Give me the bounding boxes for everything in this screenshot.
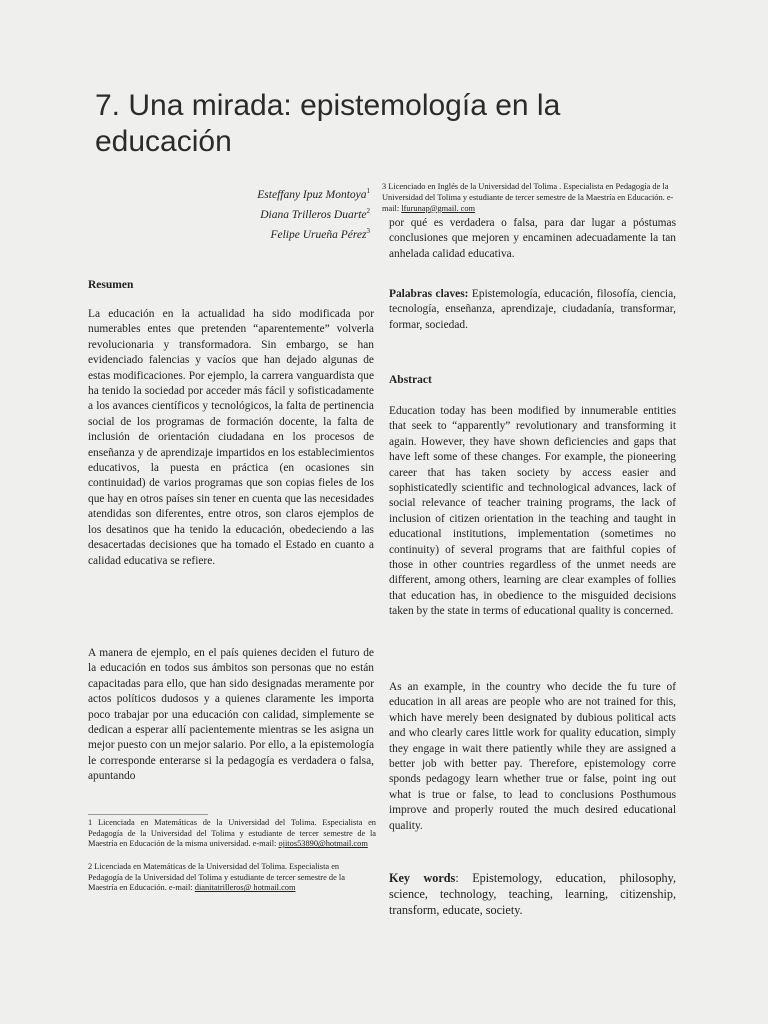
footnote-1: 1 Licenciada en Matemáticas de la Universidad del Tolima. Especialista en Pedagogía de la Universidad del Tolima y estudiante de tercer semestre de la Maestría en Educación de la misma universidad. e-mail: ojitos53890@hotmail.com [88,818,376,849]
footnote-2: 2 Licenciada en Matemáticas de la Universidad del Tolima. Especialista en Pedagogía de la Universidad del Tolima y estudiante de tercer semestre de la Maestría en Educación. e-mail: dianitatrilleros@ hotmail.com [88,862,345,893]
author-1: Esteffany Ipuz Montoya$^1$ [257,187,370,201]
page-title: 7. Una mirada: epistemología en la educación [95,89,561,158]
resumen-continuation: por qué es verdadera o falsa, para dar lugar a póstumas conclusiones que mejoren y encaminen adecuadamente la tan anhelada calidad educativa. [389,217,676,260]
palabras-claves-label: Palabras claves: [389,288,469,300]
palabras-claves [389,287,676,333]
author-3: Felipe Urueña Pérez$^3$ [270,226,370,241]
palabras-claves-text: Epistemología, educación, filosofía, ciencia, tecnología, enseñanza, aprendizaje, ciudadanía, transformar, formar, sociedad. [389,288,676,331]
resumen-heading: Resumen [88,279,134,291]
author-2: Diana Trilleros Duarte$^2$ [260,206,370,221]
abstract-heading: Abstract [389,374,432,386]
footnote-1-email-link[interactable]: ojitos53890@hotmail.com [278,839,368,849]
resumen-paragraph-1: La educación en la actualidad ha sido modificada por numerables entes que pretenden “aparentemente” volverla revolucionaria y transformadora. Sin embargo, se han evidenciado falencias y vacíos que han dejado algunas de estas modificaciones. Por ejemplo, la carrera vanguardista que ha tenido la sociedad por acceder más fácil y sofisticadamente a los avances científicos y tecnológicos, la falta de pertinencia social de los programas de formación docente, la falta de inclusión de orientación ciudadana en los procesos de enseñanza y de aprendizaje impartidos en los establecimientos educativos, la puesta en práctica (en ocasiones sin continuidad) de varios programas que son copias fieles de los que hay en otros países sin tener en cuenta que las necesidades atendidas son diferentes, entre otros, son claros ejemplos de los desatinos que ha tenido la educación, obedeciendo a las desacertadas decisiones que ha tomado el Estado en cuanto a calidad educativa se refiere. [88,308,374,567]
key-words-text: : Epistemology, education, philosophy, science, technology, teaching, learning, citizenship, transform, educate, society. [389,871,676,917]
key-words [389,870,676,918]
footnote-divider [88,814,208,815]
abstract-paragraph-2: As an example, in the country who decide the fu ture of education in all areas are people who are not trained for this, which have merely been designated by dubious political acts and who clearly cares little work for quality education, simply they engage in wait there patiently while they are assigned a better job with better pay. Therefore, epistemology corre sponds pedagogy learn whether true or false, point ing out what is true or false, to lead to conclusions Posthumous improve and properly routed the much desired educational quality. [389,681,676,832]
author-list [190,183,370,242]
key-words-label: Key words [389,871,456,885]
footnote-2-email-link[interactable]: dianitatrilleros@ hotmail.com [194,883,296,893]
footnote-3: 3 Licenciado en Inglés de la Universidad del Tolima . Especialista en Pedagogía de la Universidad del Tolima y estudiante de tercer semestre de la Maestría en Educación. e-mail: lfurunap@gmail. com [382,182,674,213]
abstract-paragraph-1: Education today has been modified by innumerable entities that seek to “apparently” revolutionary and transforming it again. However, they have shown deficiencies and gaps that have left some of these changes. For example, the pioneering career that has taken society by access easier and sophisticatedly scientific and technological advances, lack of social relevance of teacher training programs, the lack of inclusion of citizen orientation in the teaching and taught in educational institutions, implementation (sometimes no continuity) of several programs that are faithful copies of those in other countries regardless of the unmet needs are different, among others, learning are clear examples of follies that education has, in obedience to the misguided decisions taken by the state in terms of educational quality is concerned. [389,405,676,618]
footnote-3-email-link[interactable]: lfurunap@gmail. com [401,203,476,213]
resumen-paragraph-2: A manera de ejemplo, en el país quienes deciden el futuro de la educación en todos sus ámbitos son personas que no están capacitadas para ello, que han sido designadas meramente por actos políticos dudosos y a quienes claramente les importa poco trabajar por una educación con calidad, simplemente se dedican a esperar allí pacientemente mientras se les asigna un mejor puesto con un mejor salario. Por ello, a la epistemología le corresponde enterarse si la pedagogía es verdadera o falsa, apuntando [88,647,374,783]
